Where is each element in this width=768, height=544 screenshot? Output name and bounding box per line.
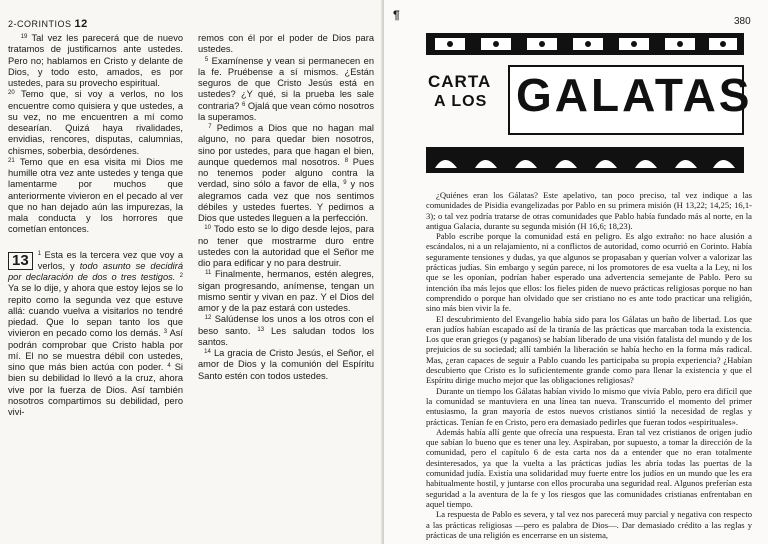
verse-text: Todo esto se lo digo desde lejos, para no tener que mostrarme duro entre ustedes con la autoridad que el Señor me dio para edificar y no para destruir. <box>198 224 374 268</box>
chapter-13-start <box>8 250 183 419</box>
bottom-frieze-icon <box>427 148 743 172</box>
title-line-1: CARTA <box>428 72 492 91</box>
intro-paragraph: El descubrimiento del Evangelio había sido para los Gálatas un baño de libertad. Los que eran judíos habían escapado así de la tiranía de las prácticas que marcaban toda la existencia. Los que eran griegos (y paganos) se habían liberado de una visión fatalista del mundo y de los prejuicios de su sociedad; allí también la liberación se había hecho en la forma más radical. Mas, ¿eran capaces de seguir a Pablo cuando les participaba su propia experiencia? ¿Habían descubierto que Cristo es lo suficientemente grande como para llenar la existencia y que el Espíritu dirige mucho mejor que las obligaciones religiosas? <box>426 313 752 386</box>
intro-paragraph: La respuesta de Pablo es severa, y tal vez nos parecerá muy parcial y negativa con respecto a las prácticas religiosas —pero es palabra de Dios—. Dar demasiado crédito a las reglas y prácticas de una religión es encerrarse en un sistema, <box>426 509 752 540</box>
verse-text: Esta es la tercera vez que voy a verlos, y <box>37 249 183 271</box>
verse-number: 19 <box>20 34 28 40</box>
verse-text: Pedimos a Dios que no hagan mal alguno, no para quedar bien nosotros, sino por ustedes, para que hagan el bien, aunque quedemos mal nosotros. <box>198 123 375 167</box>
verse-14 <box>198 348 374 382</box>
verse-19 <box>8 33 183 89</box>
verse-text: Temo que, si voy a verlos, no los encuentre como quisiera y que ustedes, a su vez, no me encuentren a mí como desearían. Quizá haya rivalidades, envidias, rencores, disputas, calumnias, chismes, soberbia, desórdenes. <box>8 89 183 156</box>
top-frieze-icon <box>427 34 743 54</box>
verse-text: Les saludan todos los santos. <box>198 325 374 347</box>
left-column <box>8 33 183 418</box>
chapter-number-box: 13 <box>8 252 33 270</box>
verse-text: Temo que en esa visita mi Dios me humille otra vez ante ustedes y tenga que lamentarme por muchos que anteriormente vivieron en el pecado al ver que no han dejado aún las impurezas, la mala conducta y los horrores que cometían entonces. <box>8 156 183 235</box>
verse-text: Tal vez les parecerá que de nuevo tratamos de justificarnos ante ustedes. Pero no; hablamos en Cristo y delante de Dios, y todo esto, amados, es por ustedes, para su provecho espiritual. <box>8 33 184 88</box>
verse-number: 5 <box>204 56 209 63</box>
verse-text: Así podrán comprobar que Cristo habla por mí. El no se muestra débil con ustedes, sino que más bien actúa con poder. <box>8 328 183 372</box>
verse-text: Salúdense los unos a los otros con el beso santo. <box>198 314 375 336</box>
verse-number: 11 <box>205 270 212 277</box>
verse-number: 3 <box>163 329 168 336</box>
verse-number: 21 <box>8 157 15 164</box>
verse-20 <box>8 89 183 157</box>
intro-paragraph: Pablo escribe porque la comunidad está en peligro. Es algo extraño: no hace alusión a escándalos, ni a un relajamiento, ni a conflictos de autoridad, como ocurrió en Corinto. Había seguramente tensiones y dudas, ya que algunos se propasaban y querían volver a valorizar las prácticas judías. Sin embargo y según parece, ni los promotores de esa vuelta a la Ley, ni los que se les oponían, podrían haber esperado una advertencia semejante de Pablo. Pero su intención iba más lejos que ellos: los fieles piden de nuevo prácticas religiosas porque no han comprendido o porque han olvidado que ser cristiano no es ante todo practicar una religión, sino más bien vivir la fe. <box>426 231 752 314</box>
verse-text: Finalmente, hermanos, estén alegres, sigan progresando, anímense, tengan un mismo sentir y vivan en paz. Y el Dios del amor y de la paz estará con ustedes. <box>198 269 374 313</box>
verse-12 <box>198 314 374 348</box>
verse-10 <box>198 224 374 269</box>
verse-number: 6 <box>241 101 246 108</box>
intro-paragraph: Además había allí gente que ofrecía una respuesta. Eran tal vez cristianos de origen judío que sabían lo bueno que es tener una ley. Aspiraban, por supuesto, a tomar la dirección de la comunidad, pero el capítulo 6 de esta carta nos da a entender que no eran totalmente desinteresados, ya que la vuelta a las prácticas judías les abría todas las puertas de la comunidad judía. Existía una solidaridad muy fuerte entre los judíos en un mundo que les era habitualmente hostil, y juntarse con ellos procuraba una seguridad real. Algunos preferían esta seguridad a la aventura de la fe y los riesgos que las comunidades cristianas enfrentaban en aquel tiempo. <box>426 426 752 509</box>
verse-number: 2 <box>179 273 183 279</box>
verse-text: La gracia de Cristo Jesús, el Señor, el amor de Dios y la comunión del Espíritu Santo estén con todos ustedes. <box>198 348 375 381</box>
verse-number: 12 <box>204 315 212 322</box>
running-head-book: 2-CORINTIOS <box>8 19 72 29</box>
verse-text: Ya se lo dije, y ahora que estoy lejos se lo repito como la segunda vez que estuve allá: cuando vuelva a visitarlos no tendré piedad. Que lo sepan tanto los que vivieron en pecado como los demás. <box>8 283 183 339</box>
title-galatas: GALATAS <box>516 69 753 121</box>
verse-text: remos con él por el poder de Dios para ustedes. <box>198 33 374 55</box>
verse-7 <box>198 123 374 224</box>
verse-21 <box>8 157 183 236</box>
running-head-chapter: 12 <box>74 18 88 30</box>
intro-paragraph: ¿Quiénes eran los Gálatas? Este apelativo, tan poco preciso, tal vez indique a las comunidades de Pisidia evangelizadas por Pablo en su primera misión (H 13,22; 14,25; 16,1-3); o tal vez podría tratarse de otras comunidades que Pablo había fundado más al norte, en la antigua Galacia, durante su segunda misión (H 16,6; 18,23). <box>426 190 752 231</box>
verse-text: Pues no tenemos poder alguno contra la verdad, sino sólo a favor de ella, <box>198 156 374 190</box>
verse-5 <box>198 56 374 124</box>
verse-quote: todo asunto se decidirá por declaración de dos o tres testigos. <box>8 260 183 282</box>
verse-number: 14 <box>204 349 211 355</box>
page-number: 380 <box>734 16 751 27</box>
verse-text: y nos alegramos cada vez que nos sentimos débiles y ustedes fuertes. Y pedimos a Dios que ustedes lleguen a la perfección. <box>198 179 374 223</box>
verse-number: 9 <box>343 180 347 187</box>
verse-text: Ojalá que vean cómo nosotros la superamos. <box>198 100 374 122</box>
verse-text: Si bien su debilidad lo llevó a la cruz, ahora vive por la fuerza de Dios. Así también nosotros compartimos su debilidad, pero vivi- <box>8 362 183 417</box>
running-head <box>8 18 88 30</box>
right-column <box>198 33 374 382</box>
intro-paragraph: Durante un tiempo los Gálatas habían vivido lo mismo que vivía Pablo, pero era difícil que la comunidad se mantuviera en una línea tan nueva. Transcurrido el momento del primer entusiasmo, la gran mayoría de estos nuevos cristianos sintió la necesidad de reglas y prácticas. Tenían fe en Cristo, pero era demasiado pedirles que fueran todos «espirituales». <box>426 385 752 427</box>
verse-11 <box>198 269 374 314</box>
verse-number: 13 <box>257 326 265 333</box>
verse-number: 8 <box>344 157 349 164</box>
verse-number: 1 <box>37 250 42 257</box>
introduction-text <box>426 190 752 540</box>
verse-text: Examínense y vean si permanecen en la fe. Pruébense a sí mismos. ¿Están seguros de que Cristo Jesús está en ustedes? ¿Y qué, si la prueba les sale contraria? <box>198 55 374 111</box>
title-line-2: A LOS <box>434 93 488 110</box>
verse-number: 10 <box>204 225 211 232</box>
verse-number: 20 <box>8 90 15 97</box>
verse-number: 7 <box>208 124 212 130</box>
page-marker: ¶ <box>393 8 400 22</box>
verse-number: 4 <box>167 363 171 369</box>
